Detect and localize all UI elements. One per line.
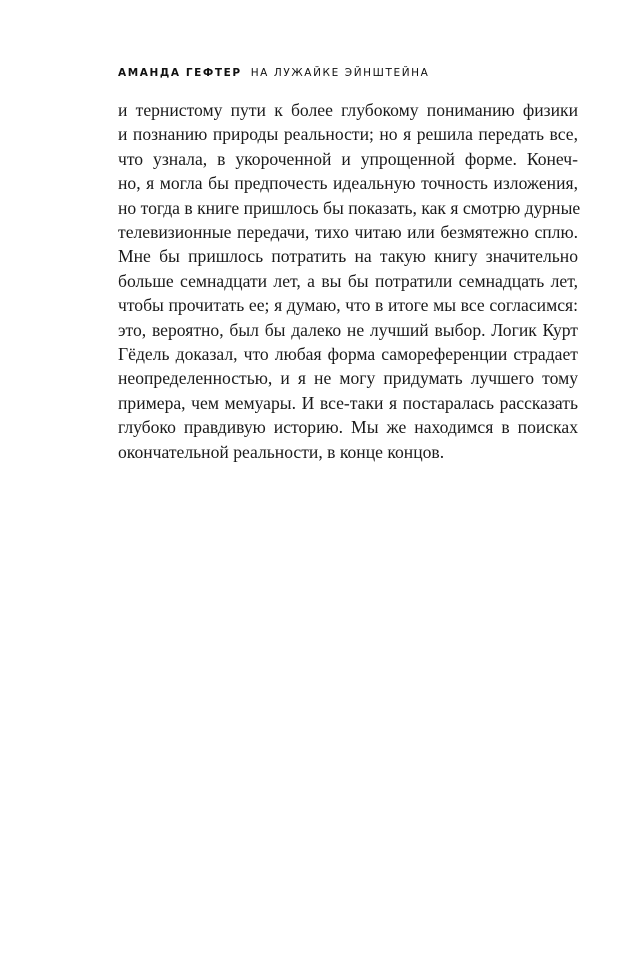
- text-line: глубоко правдивую историю. Мы же находимся в поисках: [118, 417, 578, 438]
- text-line: но тогда в книге пришлось бы показать, как я смотрю дурные: [118, 197, 581, 218]
- text-line: неопределенностью, и я не могу придумать лучшего тому: [118, 368, 578, 389]
- text-line: и тернистому пути к более глубокому пониманию физики: [118, 100, 578, 120]
- text-line: примера, чем мемуары. И все-таки я постаралась рассказать: [118, 392, 578, 413]
- text-line: чтобы прочитать ее; я думаю, что в итоге мы все согласимся:: [118, 295, 578, 316]
- text-line: но, я могла бы предпочесть идеальную точность изложения,: [118, 173, 578, 194]
- text-line: и познанию природы реальности; но я решила передать все,: [118, 124, 578, 145]
- text-line: Мне бы пришлось потратить на такую книгу значительно: [118, 246, 578, 267]
- text-line: это, вероятно, был бы далеко не лучший выбор. Логик Курт: [118, 319, 578, 340]
- text-line: телевизионные передачи, тихо читаю или безмятежно сплю.: [118, 222, 578, 243]
- body-paragraph: [118, 98, 581, 464]
- text-line: больше семнадцати лет, а вы бы потратили семнадцать лет,: [118, 270, 578, 291]
- text-line-last: окончательной реальности, в конце концов.: [118, 441, 445, 462]
- running-head: [118, 67, 429, 79]
- running-head-book-title: НА ЛУЖАЙКЕ ЭЙНШТЕЙНА: [250, 67, 430, 79]
- text-line: Гёдель доказал, что любая форма самореференции страдает: [118, 344, 578, 365]
- text-line: что узнала, в укороченной и упрощенной форме. Конеч-: [118, 148, 578, 169]
- running-head-author: АМАНДА ГЕФТЕР: [118, 67, 242, 79]
